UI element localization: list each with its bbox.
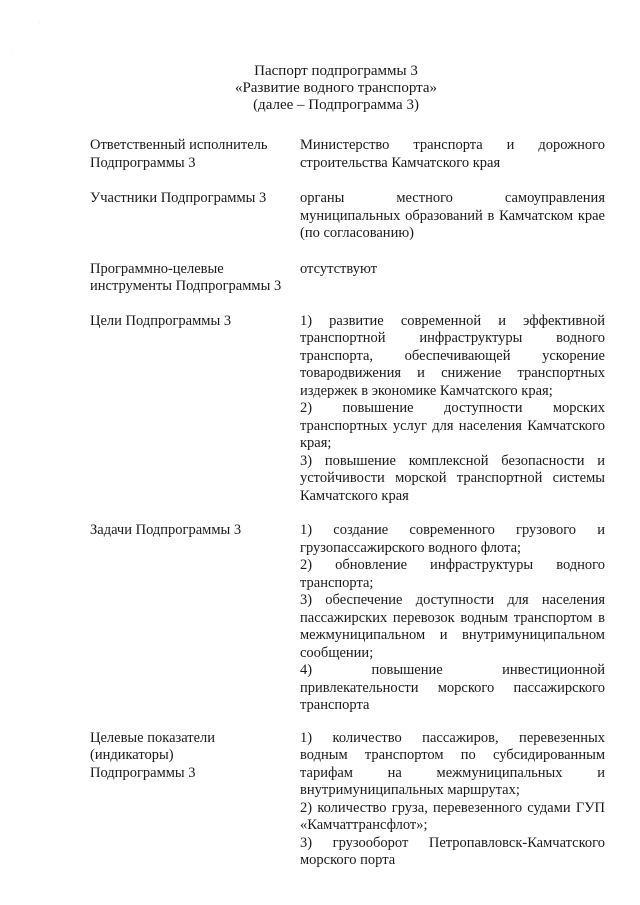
row-value xyxy=(300,313,605,506)
value-item: Министерство транспорта и дорожного строительства Камчатского края xyxy=(300,137,605,171)
row-value xyxy=(300,190,605,243)
row-tasks xyxy=(90,522,605,715)
value-item: 4) повышение инвестиционной привлекательности морского пассажирского транспорта xyxy=(300,662,605,713)
value-item: 3) грузооборот Петропавловск-Камчатского морского порта xyxy=(300,834,605,868)
row-label: Целевые показатели (индикаторы) Подпрограммы 3 xyxy=(90,729,216,781)
row-value xyxy=(300,137,605,172)
row-goals xyxy=(90,313,605,506)
value-item: органы местного самоуправления муниципальных образований в Камчатском крае (по согласованию) xyxy=(300,190,605,241)
passport-title xyxy=(0,63,640,114)
passport-table xyxy=(90,137,605,870)
row-value xyxy=(300,522,605,715)
value-item: 2) количество груза, перевезенного судами ГУП «Камчаттрансфлот»; xyxy=(300,799,605,833)
row-label: Участники Подпрограммы 3 xyxy=(90,190,267,206)
row-value xyxy=(300,261,605,279)
row-label: Программно-целевые инструменты Подпрограммы 3 xyxy=(90,260,282,294)
value-item: 3) повышение комплексной безопасности и устойчивости морской транспортной системы Камчатского края xyxy=(300,452,605,504)
row-label: Задачи Подпрограммы 3 xyxy=(90,522,242,538)
row-participants xyxy=(90,190,605,243)
value-item: 2) повышение доступности морских транспортных услуг для населения Камчатского края; xyxy=(300,400,605,451)
row-program-tools xyxy=(90,261,605,296)
row-target-indicators xyxy=(90,730,605,870)
value-item: 1) количество пассажиров, перевезенных водным транспортом по субсидированным тарифам на межмуниципальных и внутримуниципальных маршрутах; xyxy=(300,729,605,798)
value-item: 3) обеспечение доступности для населения пассажирских перевозок водным транспортом в межмуниципальном и внутримуниципальном сообщении; xyxy=(300,592,605,661)
value-item: 1) создание современного грузового и грузопассажирского водного флота; xyxy=(300,522,605,556)
row-label: Цели Подпрограммы 3 xyxy=(90,312,232,329)
title-line-1: Паспорт подпрограммы 3 xyxy=(254,63,418,79)
scan-speck: . xyxy=(10,46,12,53)
row-value xyxy=(300,730,605,870)
title-line-3: (далее – Подпрограмма 3) xyxy=(253,97,419,113)
value-item: отсутствуют xyxy=(300,260,377,277)
scan-speck: . xyxy=(38,18,40,25)
row-responsible-executor xyxy=(90,137,605,172)
value-item: 1) развитие современной и эффективной транспортной инфраструктуры водного транспорта, обеспечивающей ускорение товародвижения и снижение транспортных издержек в экономике Камчатского края; xyxy=(300,312,605,399)
title-line-2: «Развитие водного транспорта» xyxy=(234,80,438,96)
value-item: 2) обновление инфраструктуры водного транспорта; xyxy=(300,557,605,591)
row-label: Ответственный исполнитель Подпрограммы 3 xyxy=(90,137,268,171)
